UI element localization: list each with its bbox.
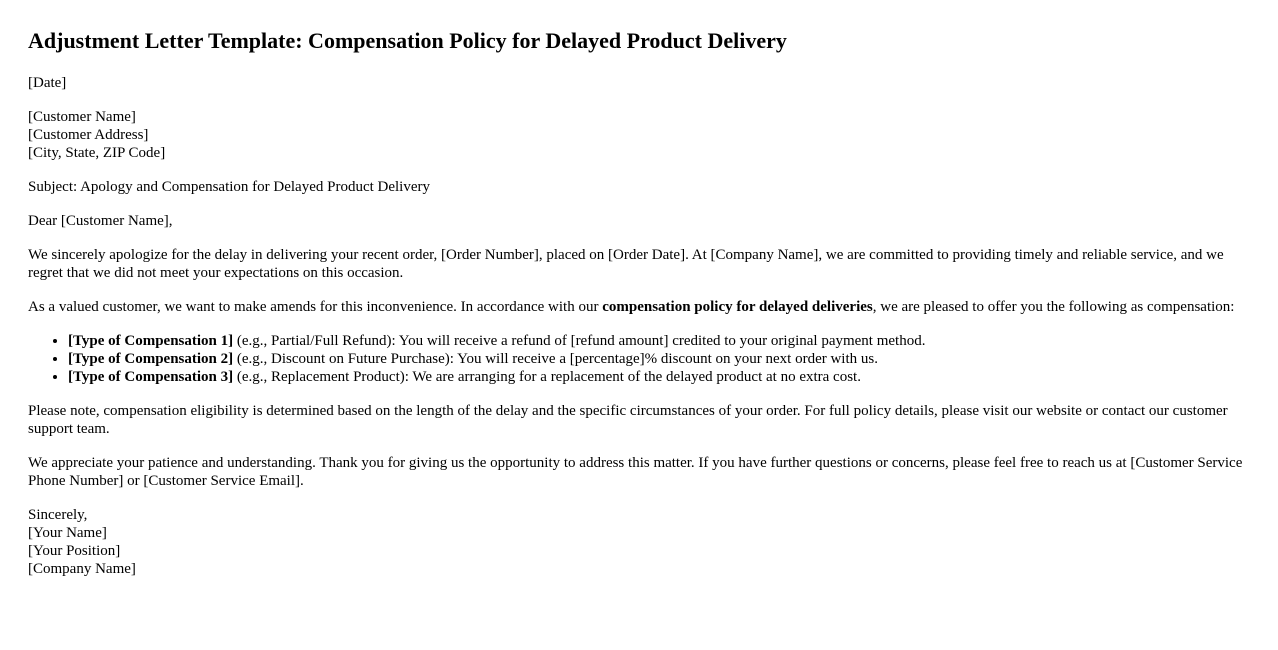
closing-block	[28, 506, 1250, 578]
paragraph-eligibility: Please note, compensation eligibility is determined based on the length of the delay and the specific circumstances of your order. For full policy details, please visit our website or contact our customer support team.	[28, 403, 1228, 437]
compensation-type: [Type of Compensation 3]	[68, 369, 234, 385]
page-title: Adjustment Letter Template: Compensation Policy for Delayed Product Delivery	[28, 28, 787, 53]
compensation-type: [Type of Compensation 1]	[68, 333, 234, 349]
closing-name: [Your Name]	[28, 525, 107, 541]
paragraph-thanks: We appreciate your patience and understanding. Thank you for giving us the opportunity to address this matter. If you have further questions or concerns, please feel free to reach us at [Customer Service Phone Number] or [Customer Service Email].	[28, 455, 1243, 489]
letter-subject: Subject: Apology and Compensation for Delayed Product Delivery	[28, 179, 431, 195]
list-item	[68, 368, 1250, 386]
recipient-city: [City, State, ZIP Code]	[28, 145, 166, 161]
compensation-list	[28, 332, 1250, 386]
paragraph-offer-before: As a valued customer, we want to make amends for this inconvenience. In accordance with our	[28, 299, 603, 315]
list-item	[68, 350, 1250, 368]
paragraph-offer-after: , we are pleased to offer you the following as compensation:	[872, 299, 1235, 315]
closing-position: [Your Position]	[28, 543, 121, 559]
compensation-text: (e.g., Partial/Full Refund): You will receive a refund of [refund amount] credited to your original payment method.	[233, 333, 926, 349]
paragraph-offer	[28, 298, 1250, 316]
recipient-address: [Customer Address]	[28, 127, 149, 143]
letter-date: [Date]	[28, 75, 67, 91]
paragraph-offer-bold: compensation policy for delayed deliveries	[602, 299, 873, 315]
recipient-block	[28, 108, 1250, 162]
compensation-type: [Type of Compensation 2]	[68, 351, 234, 367]
paragraph-apology: We sincerely apologize for the delay in delivering your recent order, [Order Number], placed on [Order Date]. At [Company Name], we are committed to providing timely and reliable service, and we regret that we did not meet your expectations on this occasion.	[28, 247, 1224, 281]
compensation-text: (e.g., Discount on Future Purchase): You will receive a [percentage]% discount on your next order with us.	[233, 351, 878, 367]
compensation-text: (e.g., Replacement Product): We are arranging for a replacement of the delayed product at no extra cost.	[233, 369, 861, 385]
list-item	[68, 332, 1250, 350]
closing-company: [Company Name]	[28, 561, 136, 577]
letter-salutation: Dear [Customer Name],	[28, 213, 173, 229]
recipient-name: [Customer Name]	[28, 109, 136, 125]
closing-signoff: Sincerely,	[28, 507, 88, 523]
